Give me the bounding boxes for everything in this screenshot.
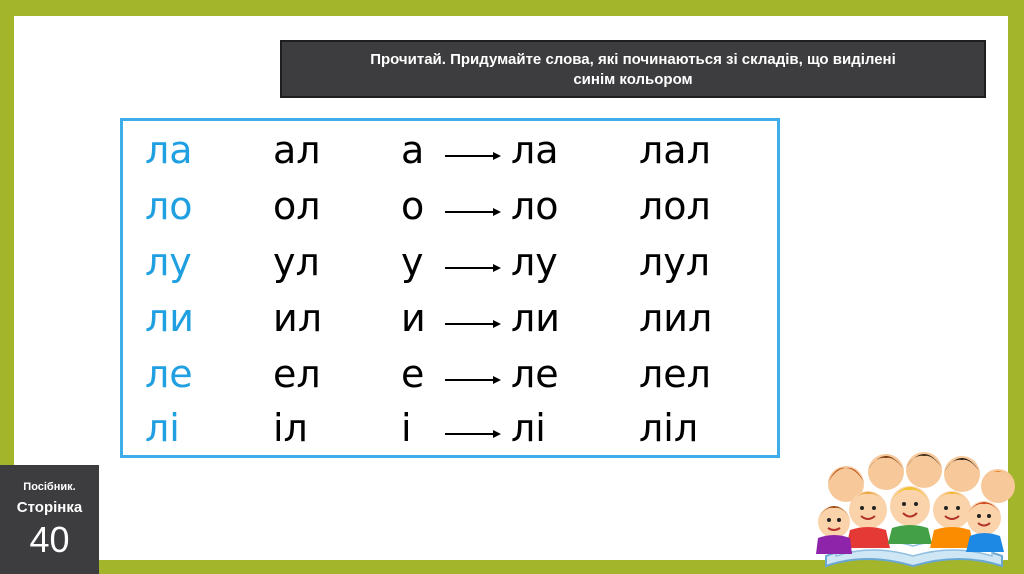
syllable-row bbox=[123, 177, 777, 235]
right-arrow-icon bbox=[445, 429, 501, 439]
syllable: лі bbox=[511, 406, 546, 450]
syllable: ла bbox=[511, 128, 559, 172]
reverse-syllable: ол bbox=[273, 184, 321, 228]
right-arrow-icon bbox=[445, 151, 501, 161]
blue-syllable: лу bbox=[145, 240, 192, 284]
reverse-syllable: ел bbox=[273, 352, 321, 396]
page-number: 40 bbox=[29, 519, 70, 560]
closed-syllable: ліл bbox=[639, 406, 699, 450]
reverse-syllable: ил bbox=[273, 296, 322, 340]
vowel: у bbox=[401, 240, 424, 284]
closed-syllable: лол bbox=[639, 184, 711, 228]
right-arrow-icon bbox=[445, 263, 501, 273]
page-label-book: Посібник. bbox=[23, 481, 76, 493]
blue-syllable: лі bbox=[145, 406, 180, 450]
closed-syllable: лул bbox=[639, 240, 711, 284]
vowel: и bbox=[401, 296, 426, 340]
vowel: а bbox=[401, 128, 425, 172]
syllable: лу bbox=[511, 240, 558, 284]
syllable-row bbox=[123, 289, 777, 347]
blue-syllable: ло bbox=[145, 184, 193, 228]
reverse-syllable: іл bbox=[273, 406, 308, 450]
blue-syllable: ли bbox=[145, 296, 194, 340]
children-reading-illustration bbox=[806, 444, 1020, 570]
vowel: о bbox=[401, 184, 425, 228]
syllable-row bbox=[123, 345, 777, 403]
syllable-row bbox=[123, 399, 777, 457]
vowel: і bbox=[401, 406, 412, 450]
closed-syllable: лил bbox=[639, 296, 713, 340]
syllable: ле bbox=[511, 352, 559, 396]
closed-syllable: лал bbox=[639, 128, 711, 172]
instruction-line-1: Прочитай. Придумайте слова, які починаються зі складів, що виділені bbox=[370, 51, 896, 68]
syllable: ли bbox=[511, 296, 560, 340]
right-arrow-icon bbox=[445, 319, 501, 329]
syllable-row bbox=[123, 121, 777, 179]
syllable-table bbox=[120, 118, 780, 458]
right-arrow-icon bbox=[445, 375, 501, 385]
syllable: ло bbox=[511, 184, 559, 228]
right-arrow-icon bbox=[445, 207, 501, 217]
syllable-row bbox=[123, 233, 777, 291]
blue-syllable: ле bbox=[145, 352, 193, 396]
reverse-syllable: ал bbox=[273, 128, 321, 172]
instruction-banner bbox=[280, 40, 986, 98]
reverse-syllable: ул bbox=[273, 240, 320, 284]
blue-syllable: ла bbox=[145, 128, 193, 172]
vowel: е bbox=[401, 352, 425, 396]
page-reference-box bbox=[0, 465, 99, 574]
closed-syllable: лел bbox=[639, 352, 711, 396]
page-label-page: Сторінка bbox=[16, 499, 83, 516]
instruction-line-2: синім кольором bbox=[573, 71, 693, 88]
